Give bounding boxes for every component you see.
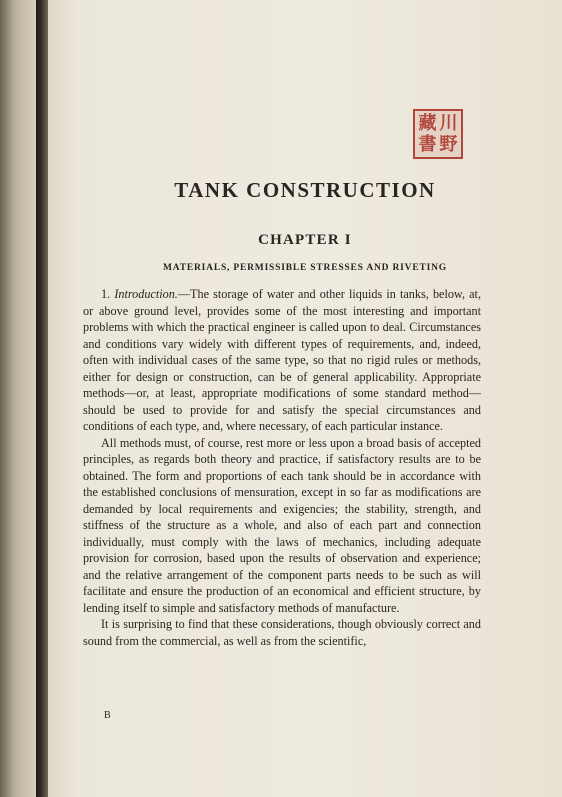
seal-character: 書 <box>418 134 437 155</box>
paragraph-introduction <box>83 286 481 435</box>
paragraph-considerations: It is surprising to find that these considerations, though obviously correct and sound from the commercial, as well as from the scientific, <box>83 617 481 648</box>
seal-character: 藏 <box>418 113 437 134</box>
seal-character: 野 <box>439 134 458 155</box>
facing-page-edge <box>0 0 36 797</box>
signature-mark: B <box>104 710 111 721</box>
section-heading-italic: Introduction. <box>114 287 178 301</box>
chapter-heading: CHAPTER I <box>258 232 352 248</box>
book-binding-shadow <box>36 0 48 797</box>
book-title: TANK CONSTRUCTION <box>174 178 436 202</box>
body-text <box>83 286 481 649</box>
chapter-subtitle: MATERIALS, PERMISSIBLE STRESSES AND RIVETING <box>163 263 447 273</box>
seal-character: 川 <box>439 113 458 134</box>
section-number: 1. <box>101 287 111 301</box>
paragraph-methods: All methods must, of course, rest more or less upon a broad basis of accepted principles, as regards both theory and practice, if satisfactory results are to be obtained. The form and proportions of each tank should be in accordance with the established conclusions of mensuration, except in so far as modifications are demanded by local requirements and exigencies; the stability, strength, and stiffness of the structure as a whole, and also of each part and connection individually, must comply with the laws of mechanics, including adequate provision for corrosion, based upon the results of observation and experience; and the relative arrangement of the component parts needs to be such as will facilitate and ensure the production of an economical and efficient structure, by lending itself to simple and satisfactory methods of manufacture. <box>83 435 481 615</box>
paragraph-text: —The storage of water and other liquids in tanks, below, at, or above ground level, provides some of the most interesting and important problems with which the practical engineer is called upon to deal. Circumstances and conditions vary widely with different types of requirements, and, indeed, often with individual cases of the same type, so that no rigid rules or methods, either for design or construction, can be of general applicability. Appropriate methods—or, at least, appropriate modifications of some standard method—should be used to provide for and satisfy the special circumstances and conditions of each type, and, where necessary, of each particular instance. <box>83 287 481 433</box>
red-ownership-seal <box>413 109 463 159</box>
